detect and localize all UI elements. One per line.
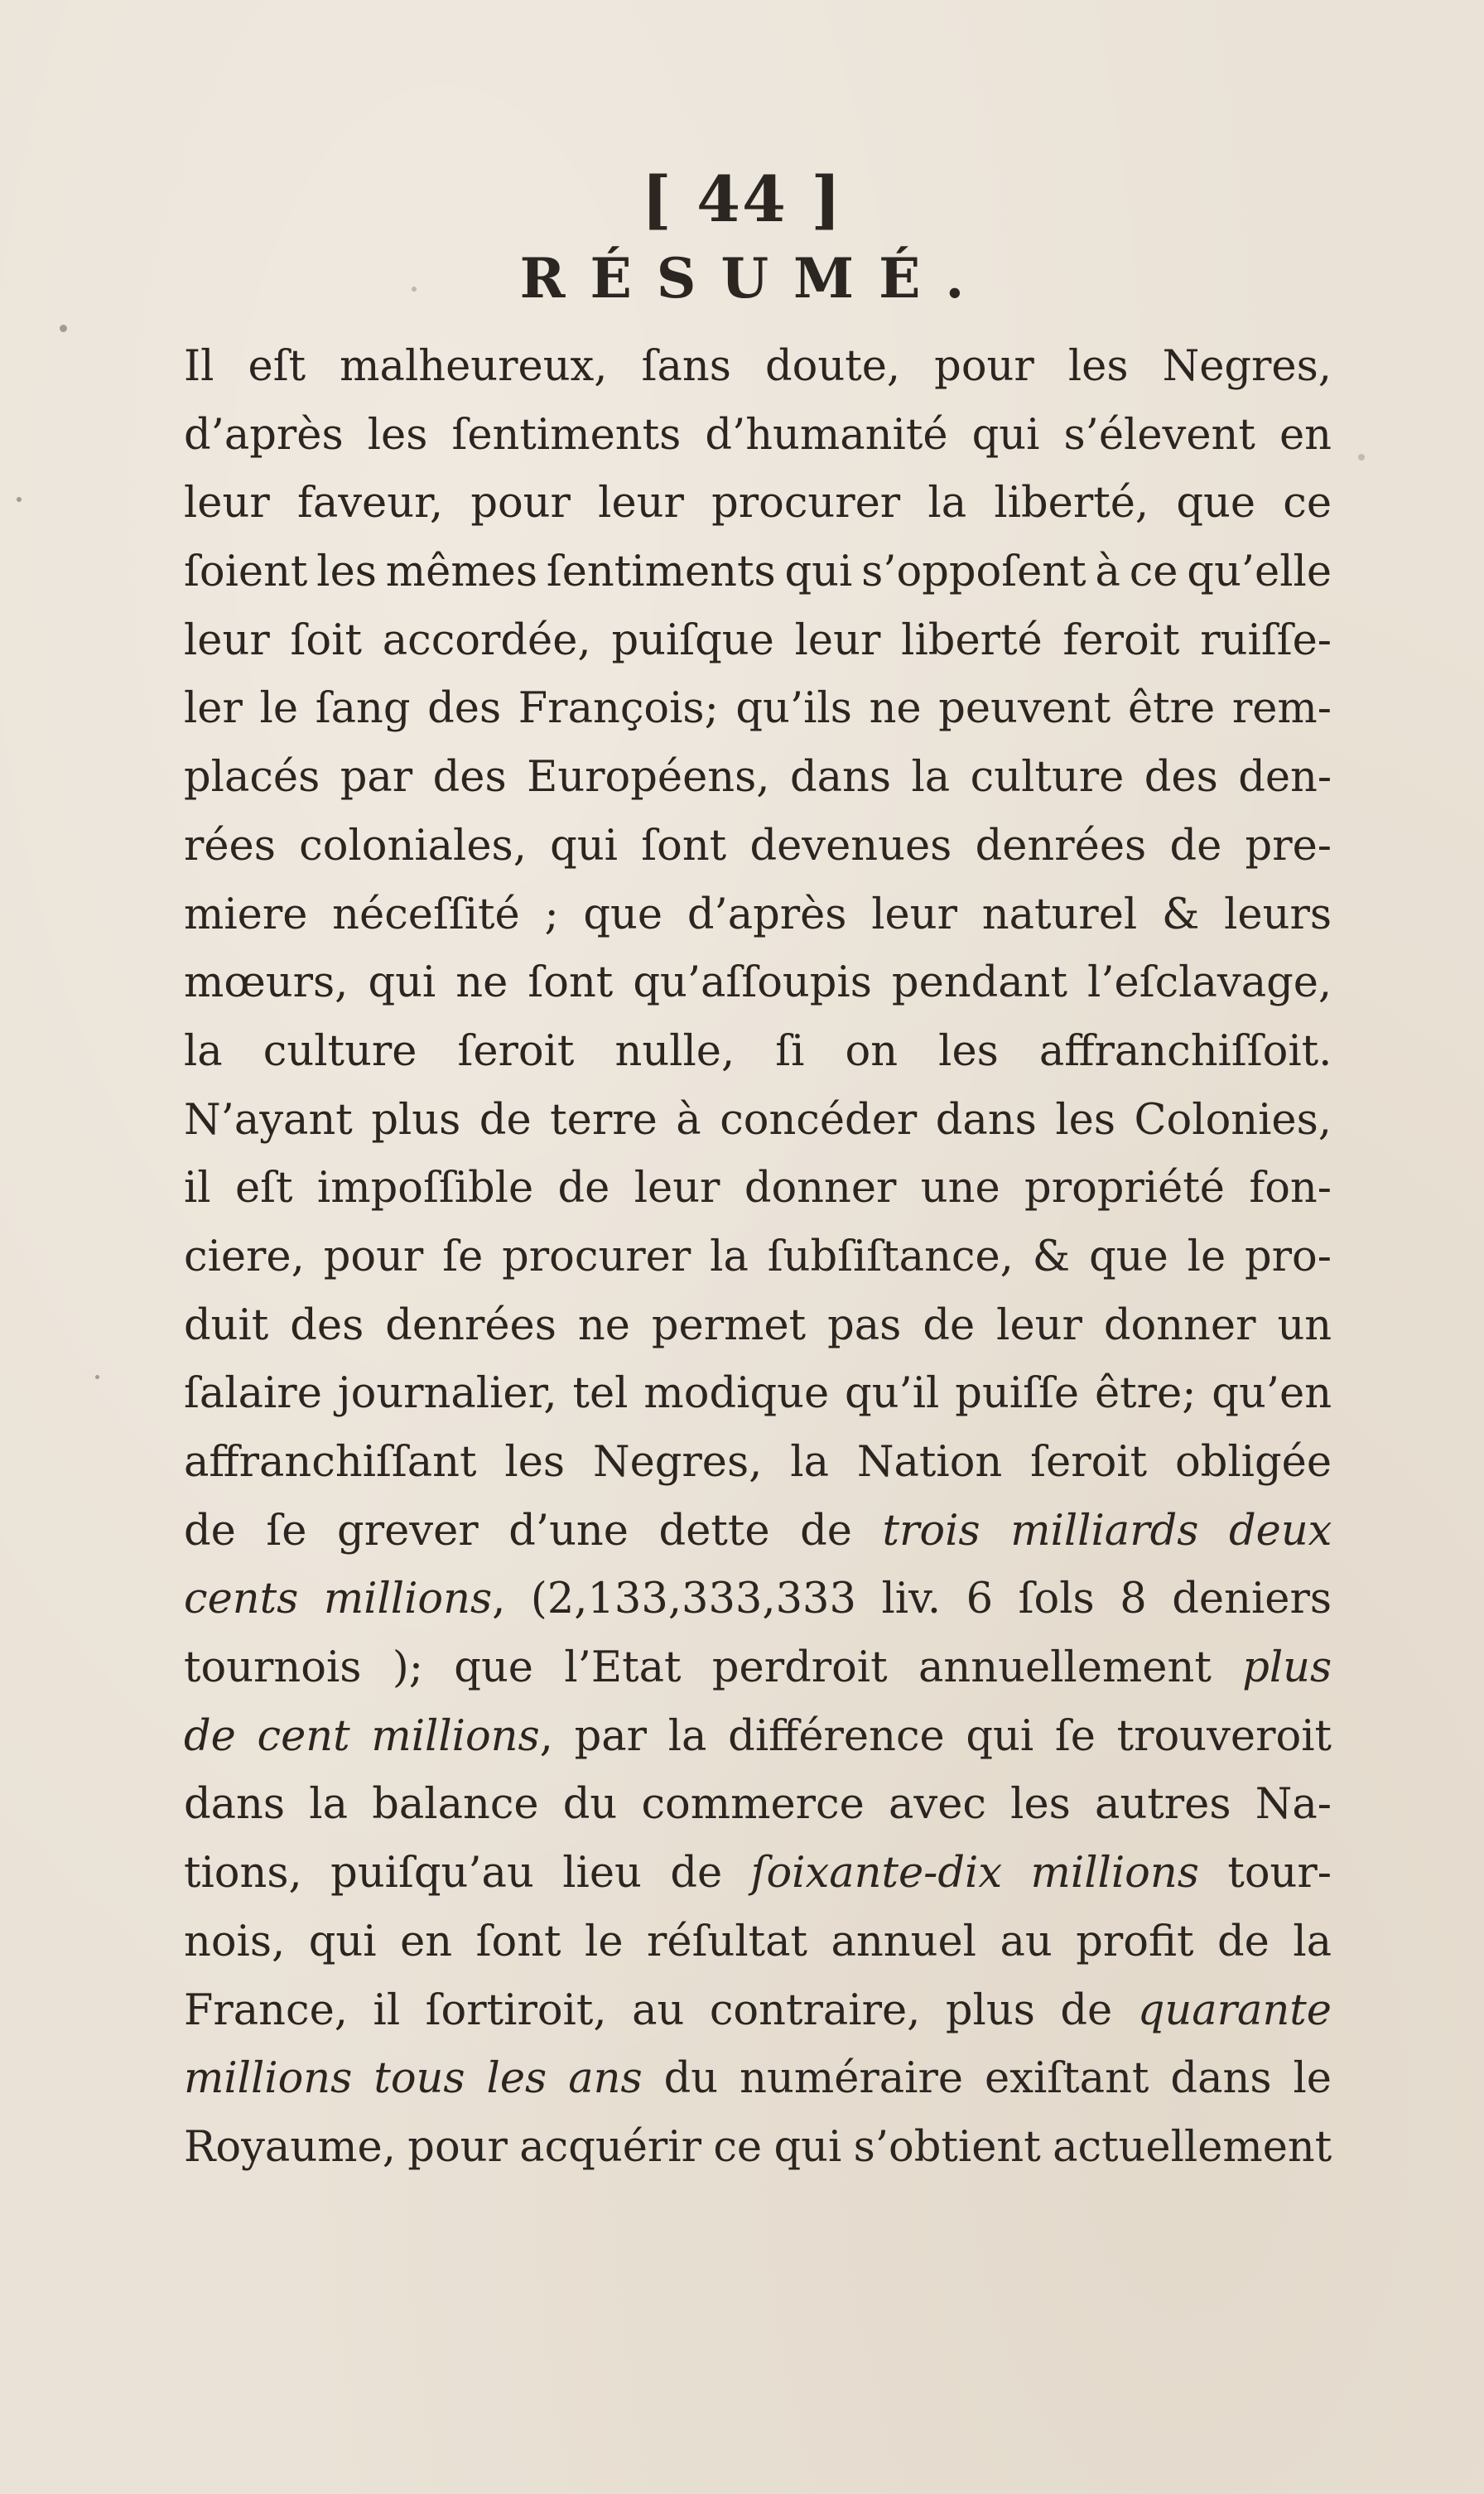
text-line [184, 1840, 1332, 1908]
text-line [184, 881, 1332, 950]
text-line [184, 1429, 1332, 1498]
text-line [184, 402, 1332, 470]
page-number: [ 44 ] [641, 162, 843, 236]
text-line [184, 1977, 1332, 2046]
text-segment: tournois ); que l’Etat perdroit annuellement [184, 1643, 1243, 1693]
text-line [184, 1703, 1332, 1772]
text-segment: nois, qui en ſont le réſultat annuel au profit de la [184, 1917, 1332, 1966]
text-segment: la culture ſeroit nulle, ſi on les affranchiſſoit. [184, 1026, 1332, 1076]
section-title: RÉSUMÉ. [519, 246, 990, 311]
text-segment: il eſt impoſſible de leur donner une propriété fon- [184, 1164, 1332, 1213]
text-line [184, 1634, 1332, 1703]
italic-text: trois milliards deux [882, 1506, 1332, 1556]
text-line [184, 744, 1332, 813]
text-line [184, 1360, 1332, 1429]
italic-text: de cent millions [184, 1711, 540, 1761]
text-line [184, 333, 1332, 402]
text-segment: dans la balance du commerce avec les autres Na- [184, 1780, 1332, 1830]
text-line [184, 1498, 1332, 1566]
text-segment: France, il ſortiroit, au contraire, plus de [184, 1985, 1138, 2035]
italic-text: millions tous les ans [184, 2054, 643, 2104]
text-line [184, 1771, 1332, 1840]
text-line [184, 470, 1332, 538]
paragraph-body [184, 333, 1332, 2183]
text-line [184, 1223, 1332, 1292]
text-segment: Il eſt malheureux, ſans doute, pour les Negres, [184, 342, 1332, 391]
text-line [184, 1018, 1332, 1087]
text-segment: N’ayant plus de terre à concéder dans les Colonies, [184, 1095, 1332, 1145]
text-segment: miere néceſſité ; que d’après leur naturel & leurs [184, 890, 1332, 939]
text-line [184, 1087, 1332, 1155]
text-segment: du numéraire exiſtant dans le [642, 2054, 1332, 2104]
text-segment: leur faveur, pour leur procurer la liberté, que ce [184, 479, 1332, 528]
text-line [184, 538, 1332, 607]
text-segment: ler le ſang des François; qu’ils ne peuvent être rem- [184, 684, 1332, 734]
text-line [184, 949, 1332, 1018]
text-segment: tions, puiſqu’au lieu de [184, 1849, 751, 1898]
text-segment: , (2,133,333,333 liv. 6 ſols 8 deniers [492, 1575, 1332, 1624]
text-segment: ſoient les mêmes ſentiments qui s’oppoſent à ce qu’elle [184, 548, 1332, 597]
text-segment: ſalaire journalier, tel modique qu’il puiſſe être; qu’en [184, 1369, 1332, 1419]
text-line [184, 2045, 1332, 2114]
italic-text: quarante [1137, 1985, 1332, 2035]
text-segment: , par la différence qui ſe trouveroit [539, 1711, 1332, 1761]
paper-speck [95, 1375, 99, 1379]
paper-speck [412, 287, 417, 292]
italic-text: cents millions [184, 1575, 493, 1624]
text-line [184, 813, 1332, 881]
text-segment: affranchiſſant les Negres, la Nation ſeroit obligée [184, 1438, 1332, 1487]
text-segment: ciere, pour ſe procurer la ſubſiſtance, & que le pro- [184, 1232, 1332, 1281]
italic-text: ſoixante-dix millions [750, 1849, 1199, 1898]
text-line [184, 1292, 1332, 1361]
text-segment: de ſe grever d’une dette de [184, 1506, 883, 1556]
italic-text: plus [1242, 1643, 1332, 1693]
text-segment: d’après les ſentiments d’humanité qui s’élevent en [184, 410, 1332, 460]
text-segment: placés par des Européens, dans la culture des den- [184, 753, 1332, 803]
text-line [184, 2114, 1332, 2183]
text-segment: rées coloniales, qui ſont devenues denrées de pre- [184, 821, 1332, 871]
text-segment: duit des denrées ne permet pas de leur donner un [184, 1300, 1332, 1350]
paper-speck [1358, 454, 1365, 461]
paper-speck [17, 497, 22, 502]
text-line [184, 675, 1332, 744]
text-line [184, 1908, 1332, 1977]
text-segment: leur ſoit accordée, puiſque leur liberté feroit ruiſſe- [184, 615, 1332, 665]
text-line [184, 1155, 1332, 1223]
text-line [184, 1565, 1332, 1634]
text-segment: mœurs, qui ne ſont qu’aſſoupis pendant l’eſclavage, [184, 958, 1332, 1008]
text-line [184, 607, 1332, 676]
text-segment: tour- [1198, 1849, 1332, 1898]
paper-speck [60, 325, 67, 332]
text-segment: Royaume, pour acquérir ce qui s’obtient actuellement [184, 2122, 1332, 2172]
